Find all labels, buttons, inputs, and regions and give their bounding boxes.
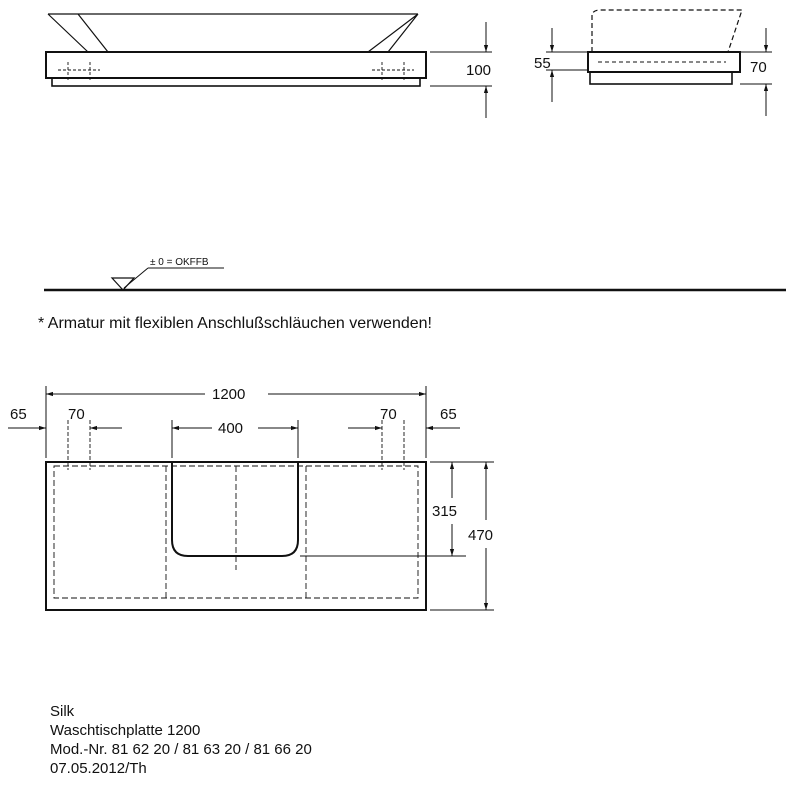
dim-65-right-label: 65	[440, 406, 457, 423]
dim-400-label: 400	[218, 420, 244, 437]
side-view	[546, 10, 772, 116]
plan-basin-cutout	[172, 462, 298, 556]
dim-315-label: 315	[432, 503, 458, 520]
side-underside	[590, 72, 732, 84]
title-block	[50, 702, 312, 778]
product-description: Waschtischplatte 1200	[50, 722, 201, 739]
front-view	[46, 14, 492, 118]
front-height-label: 100	[466, 62, 492, 79]
model-numbers: Mod.-Nr. 81 62 20 / 81 63 20 / 81 66 20	[50, 741, 312, 758]
floor-level-label: ± 0 = OKFFB	[150, 257, 209, 268]
side-basin-outline	[592, 10, 742, 52]
dim-1200-label: 1200	[212, 386, 246, 403]
front-countertop	[46, 52, 426, 78]
dim-70-right-label: 70	[380, 406, 397, 423]
dim-470-label: 470	[468, 527, 494, 544]
product-name: Silk	[50, 703, 75, 720]
plan-hidden-lines	[54, 466, 418, 598]
dim-65-left-label: 65	[10, 406, 27, 423]
floor-level	[44, 268, 786, 290]
dim-70-left-label: 70	[68, 406, 85, 423]
floor-level-symbol	[112, 278, 134, 290]
front-basin-outline	[48, 14, 418, 52]
side-label-70: 70	[750, 59, 767, 76]
front-underside	[52, 78, 420, 86]
installation-note: * Armatur mit flexiblen Anschlußschläuchen verwenden!	[38, 315, 432, 332]
drawing-date: 07.05.2012/Th	[50, 760, 147, 777]
side-label-55: 55	[534, 55, 551, 72]
